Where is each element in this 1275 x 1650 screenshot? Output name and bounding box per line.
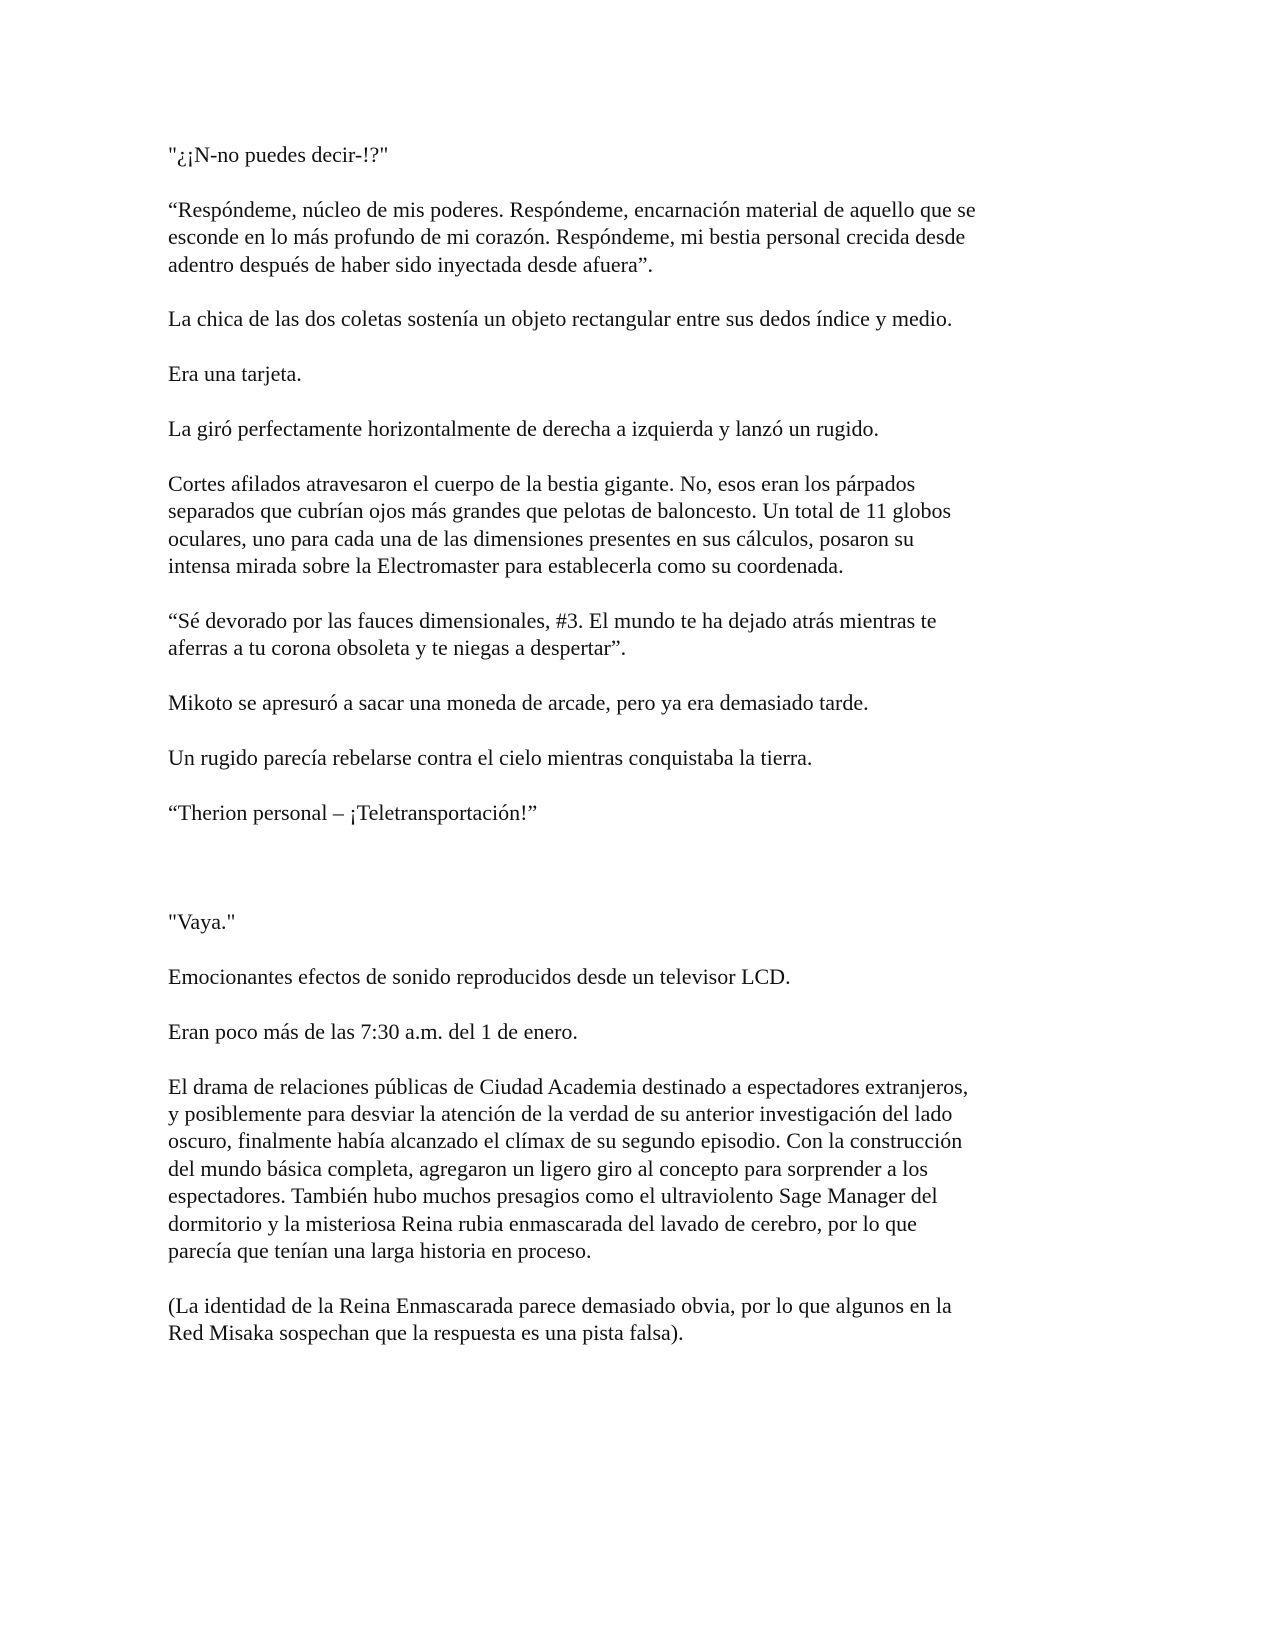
- text-line: oscuro, finalmente había alcanzado el clímax de su segundo episodio. Con la construcción: [168, 1128, 963, 1154]
- text-line: "¿¡N-no puedes decir-!?": [168, 142, 389, 167]
- text-line: “Sé devorado por las fauces dimensionales, #3. El mundo te ha dejado atrás mientras te: [168, 607, 937, 633]
- text-line: "Vaya.": [168, 909, 236, 935]
- text-line: adentro después de haber sido inyectada desde afuera”.: [168, 251, 653, 277]
- text-line: Era una tarjeta.: [168, 361, 302, 387]
- text-line: La giró perfectamente horizontalmente de derecha a izquierda y lanzó un rugido.: [168, 416, 880, 441]
- paragraph: [168, 1018, 1068, 1045]
- text-line: oculares, uno para cada una de las dimensiones presentes en sus cálculos, posaron su: [168, 525, 914, 551]
- text-line: Red Misaka sospechan que la respuesta es una pista falsa).: [168, 1320, 684, 1346]
- text-line: del mundo básica completa, agregaron un ligero giro al concepto para sorprender a los: [168, 1155, 928, 1181]
- paragraph: [168, 305, 1068, 332]
- text-line: y posiblemente para desviar la atención de la verdad de su anterior investigación del lado: [168, 1101, 953, 1126]
- text-line: dormitorio y la misteriosa Reina rubia enmascarada del lavado de cerebro, por lo que: [168, 1210, 917, 1236]
- text-line: Mikoto se apresuró a sacar una moneda de arcade, pero ya era demasiado tarde.: [168, 690, 869, 716]
- text-line: “Respóndeme, núcleo de mis poderes. Respóndeme, encarnación material de aquello que se: [168, 196, 976, 222]
- text-line: Emocionantes efectos de sonido reproducidos desde un televisor LCD.: [168, 964, 791, 989]
- text-line: La chica de las dos coletas sostenía un objeto rectangular entre sus dedos índice y medio.: [168, 306, 953, 332]
- text-line: separados que cubrían ojos más grandes que pelotas de baloncesto. Un total de 11 globos: [168, 498, 952, 524]
- paragraph: [168, 1292, 1068, 1347]
- paragraph: [168, 141, 1068, 168]
- document-page: [168, 141, 1068, 1374]
- paragraph: [168, 1073, 1068, 1265]
- paragraph: [168, 360, 1068, 387]
- text-line: Eran poco más de las 7:30 a.m. del 1 de enero.: [168, 1018, 578, 1044]
- text-line: esconde en lo más profundo de mi corazón. Respóndeme, mi bestia personal crecida desde: [168, 224, 966, 250]
- paragraph: [168, 799, 1068, 826]
- text-line: espectadores. También hubo muchos presagios como el ultraviolento Sage Manager del: [168, 1183, 938, 1209]
- text-line: intensa mirada sobre la Electromaster para establecerla como su coordenada.: [168, 553, 844, 579]
- paragraph: [168, 607, 1068, 662]
- paragraph: [168, 415, 1068, 442]
- text-line: El drama de relaciones públicas de Ciudad Academia destinado a espectadores extranjeros,: [168, 1073, 969, 1099]
- text-line: Cortes afilados atravesaron el cuerpo de la bestia gigante. No, esos eran los párpados: [168, 470, 916, 496]
- paragraph: [168, 963, 1068, 990]
- text-line: (La identidad de la Reina Enmascarada parece demasiado obvia, por lo que algunos en la: [168, 1292, 952, 1318]
- text-line: “Therion personal – ¡Teletransportación!”: [168, 799, 538, 825]
- paragraph: [168, 689, 1068, 716]
- paragraph: [168, 196, 1068, 278]
- text-line: aferras a tu corona obsoleta y te niegas a despertar”.: [168, 635, 627, 661]
- paragraph: [168, 908, 1068, 935]
- text-line: Un rugido parecía rebelarse contra el cielo mientras conquistaba la tierra.: [168, 744, 813, 770]
- paragraph: [168, 470, 1068, 580]
- text-line: parecía que tenían una larga historia en proceso.: [168, 1238, 592, 1264]
- paragraph: [168, 744, 1068, 771]
